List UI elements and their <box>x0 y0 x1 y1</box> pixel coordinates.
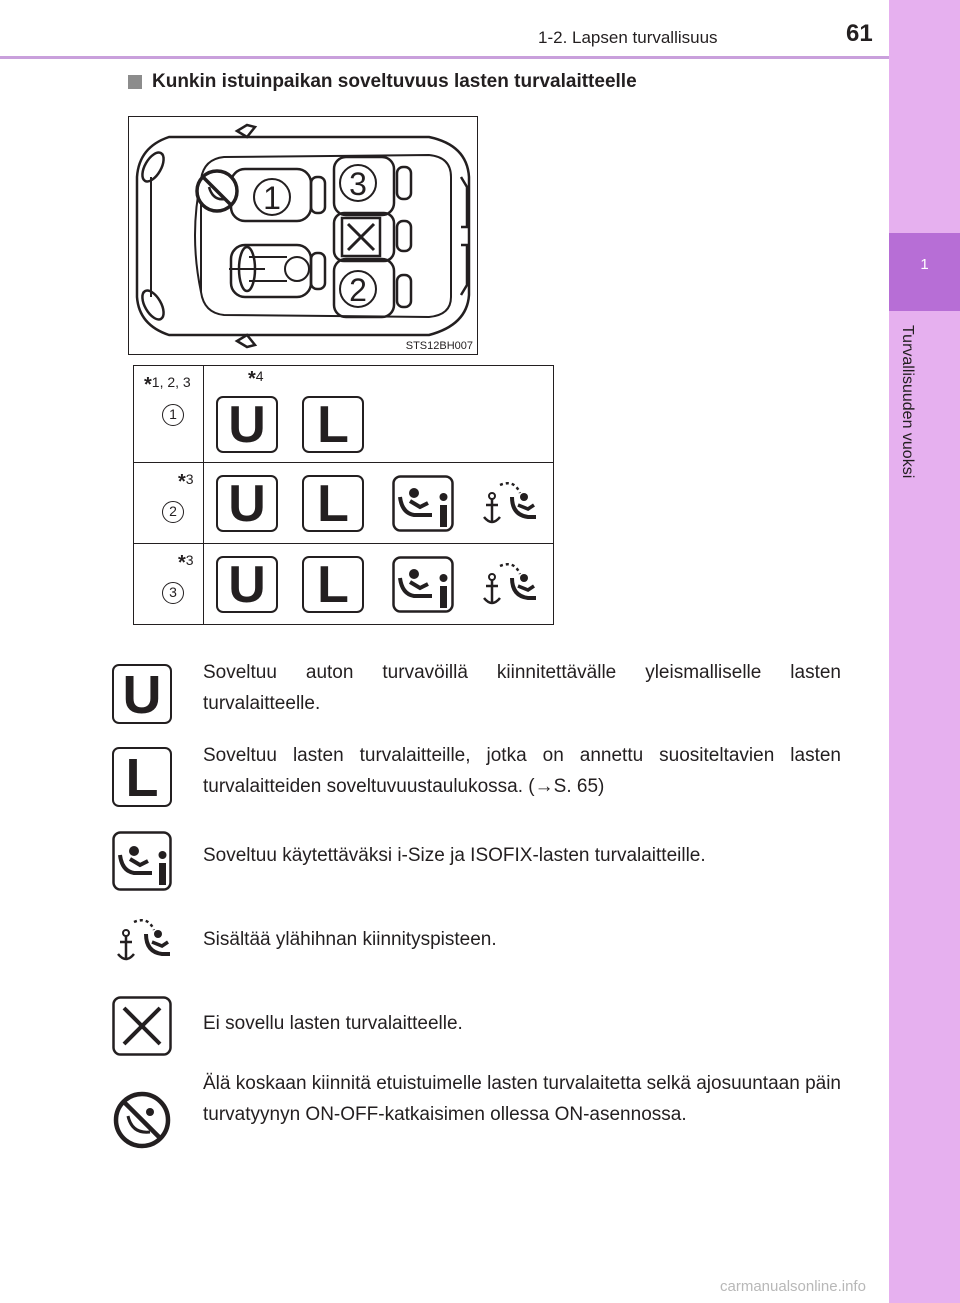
isofix-seat-icon <box>392 475 454 532</box>
heading-text: Kunkin istuinpaikan soveltuvuus lasten turvalaitteelle <box>152 71 637 92</box>
l-icon: L <box>302 396 364 453</box>
legend-tether-text: Sisältää ylähihnan kiinnityspisteen. <box>203 929 497 950</box>
top-tether-anchor-icon <box>478 556 540 613</box>
page-header <box>0 0 889 58</box>
figure-code: STS12BH007 <box>405 340 473 352</box>
heading-bullet-icon <box>128 75 142 89</box>
column-note: *4 <box>248 368 264 390</box>
legend-l-text: Soveltuu lasten turvalaitteille, jotka on annettu suositeltavien lasten turvalaitteiden soveltuvuustaulukossa. (→S. 65) <box>203 745 841 797</box>
table-row <box>134 543 553 625</box>
arrow-right-icon: → <box>534 776 554 797</box>
chapter-title: Turvallisuuden vuoksi <box>899 325 916 479</box>
page-number: 61 <box>846 20 873 47</box>
legend-isize-text: Soveltuu käytettäväksi i-Size ja ISOFIX-lasten turvalaitteille. <box>203 845 706 866</box>
prohibition-icon <box>112 1090 172 1150</box>
chapter-sidebar <box>889 0 960 1303</box>
seat-suitability-table <box>133 365 554 625</box>
header-divider <box>0 56 889 59</box>
prohibition-icon <box>197 171 237 211</box>
legend-prohibit-text: Älä koskaan kiinnitä etuistuimelle lasten turvalaitetta selkä ajosuuntaan päin turvatyynyn ON-OFF-katkaisimen ollessa ON-asennossa. <box>203 1073 841 1125</box>
figure-seat-label: 1 <box>263 180 281 216</box>
u-icon: U <box>216 396 278 453</box>
u-icon: U <box>216 556 278 613</box>
car-seating-figure <box>128 116 478 355</box>
seat-note: *3 <box>178 552 194 574</box>
figure-seat-label: 3 <box>349 166 367 202</box>
seat-number: 3 <box>162 582 184 604</box>
seat-number: 1 <box>162 404 184 426</box>
l-icon: L <box>302 556 364 613</box>
seat-number: 2 <box>162 501 184 523</box>
top-tether-anchor-icon <box>478 475 540 532</box>
car-top-view-illustration <box>129 117 477 354</box>
u-icon: U <box>216 475 278 532</box>
table-row <box>134 462 553 544</box>
figure-seat-label: 2 <box>349 272 367 308</box>
isofix-seat-icon <box>112 831 172 891</box>
watermark: carmanualsonline.info <box>720 1278 866 1295</box>
seat-note: *1, 2, 3 <box>144 374 191 396</box>
u-icon: U <box>112 664 172 724</box>
chapter-number: 1 <box>920 256 929 273</box>
seat-note: *3 <box>178 471 194 493</box>
top-tether-anchor-icon <box>112 912 172 972</box>
section-title: 1-2. Lapsen turvallisuus <box>538 28 718 47</box>
page-reference-link[interactable]: S. 65) <box>553 776 605 797</box>
section-heading <box>128 71 637 93</box>
isofix-seat-icon <box>392 556 454 613</box>
x-mark-icon <box>112 996 172 1056</box>
x-mark-icon <box>342 218 380 256</box>
l-icon: L <box>112 747 172 807</box>
legend-u-text: Soveltuu auton turvavöillä kiinnitettävälle yleismalliselle lasten turvalaitteelle. <box>203 662 841 714</box>
l-icon: L <box>302 475 364 532</box>
table-row <box>134 366 553 462</box>
legend-x-text: Ei sovellu lasten turvalaitteelle. <box>203 1013 463 1034</box>
